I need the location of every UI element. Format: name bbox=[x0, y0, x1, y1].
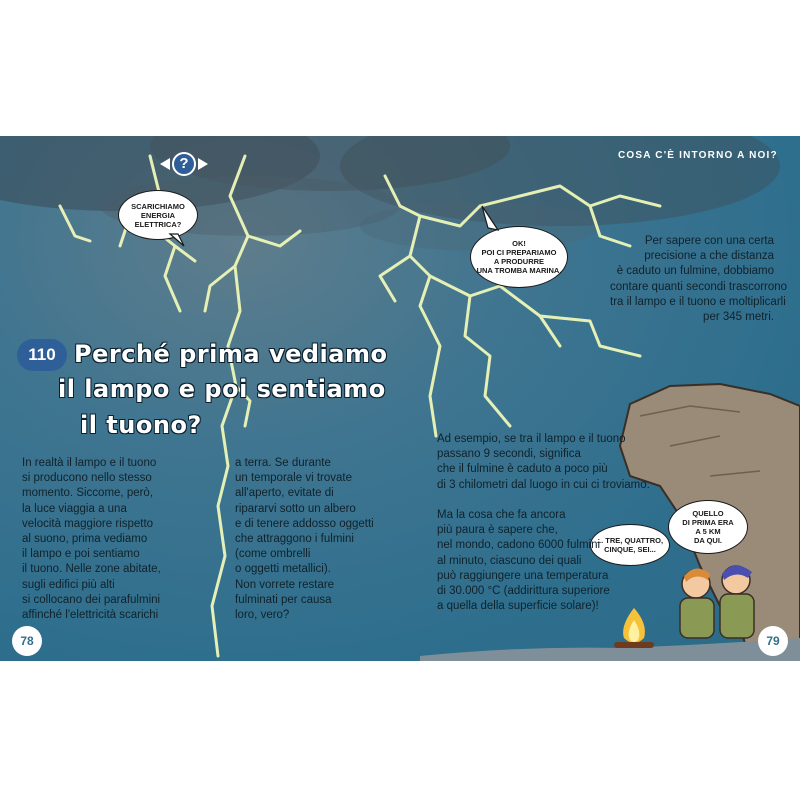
speech-bubble-3: ... TRE, QUATTRO, CINQUE, SEI... bbox=[590, 524, 670, 566]
question-title-line-1: Perché prima vediamo bbox=[74, 340, 388, 368]
page-number-left: 78 bbox=[12, 626, 42, 656]
speech-bubble-4: QUELLO DI PRIMA ERA A 5 KM DA QUI. bbox=[668, 500, 748, 554]
right-paragraph-1: Per sapere con una certa precisione a che distanza è caduto un fulmine, dobbiamo contare quanti secondi trascorrono tra il lampo e il tuono e moltiplicarli per 345 metri. bbox=[610, 235, 788, 324]
speech-bubble-2: OK! POI CI PREPARIAMO A PRODURRE UNA TROMBA MARINA. bbox=[470, 226, 568, 288]
page-number-right: 79 bbox=[758, 626, 788, 656]
question-icon-badge bbox=[158, 152, 210, 176]
right-paragraph-2: Ad esempio, se tra il lampo e il tuono passano 9 secondi, significa che il fulmine è caduto a poco più di 3 chilometri dal luogo in cui ci troviamo. bbox=[437, 433, 650, 491]
right-paragraph-3: Ma la cosa che fa ancora più paura è sapere che, nel mondo, cadono 6000 fulmini al minuto, ciascuno dei quali può raggiungere una temperatura di 30.000 °C (addirittura superiore a quella della superficie solare)! bbox=[437, 509, 610, 613]
book-spread bbox=[0, 136, 800, 661]
bubble-tail-2 bbox=[478, 204, 500, 232]
section-header: COSA C'È INTORNO A NOI? bbox=[618, 150, 778, 161]
question-title-line-2: il lampo e poi sentiamo bbox=[58, 375, 386, 403]
left-column-2: a terra. Se durante un temporale vi trovate all'aperto, evitate di ripararvi sotto un albero e di tenere addosso oggetti che attraggono i fulmini (come ombrelli o oggetti metallici). Non vorrete restare fulminati per causa loro, vero? bbox=[235, 457, 374, 622]
question-number-badge: 110 bbox=[17, 339, 67, 371]
question-mark-glyph: ? bbox=[179, 155, 189, 172]
speech-bubble-1: SCARICHIAMO ENERGIA ELETTRICA? bbox=[118, 190, 198, 240]
left-column-1: In realtà il lampo e il tuono si producono nello stesso momento. Siccome, però, la luce viaggia a una velocità maggiore rispetto al suono, prima vediamo il lampo e poi sentiamo il tuono. Nelle zone abitate, sugli edifici più alti si collocano dei parafulmini affinché l'elettricità scarichi bbox=[22, 457, 161, 622]
question-title-line-3: il tuono? bbox=[80, 411, 202, 439]
scouts-illustration bbox=[662, 544, 772, 654]
campfire bbox=[608, 604, 660, 654]
bubble-tail-1 bbox=[168, 232, 188, 248]
